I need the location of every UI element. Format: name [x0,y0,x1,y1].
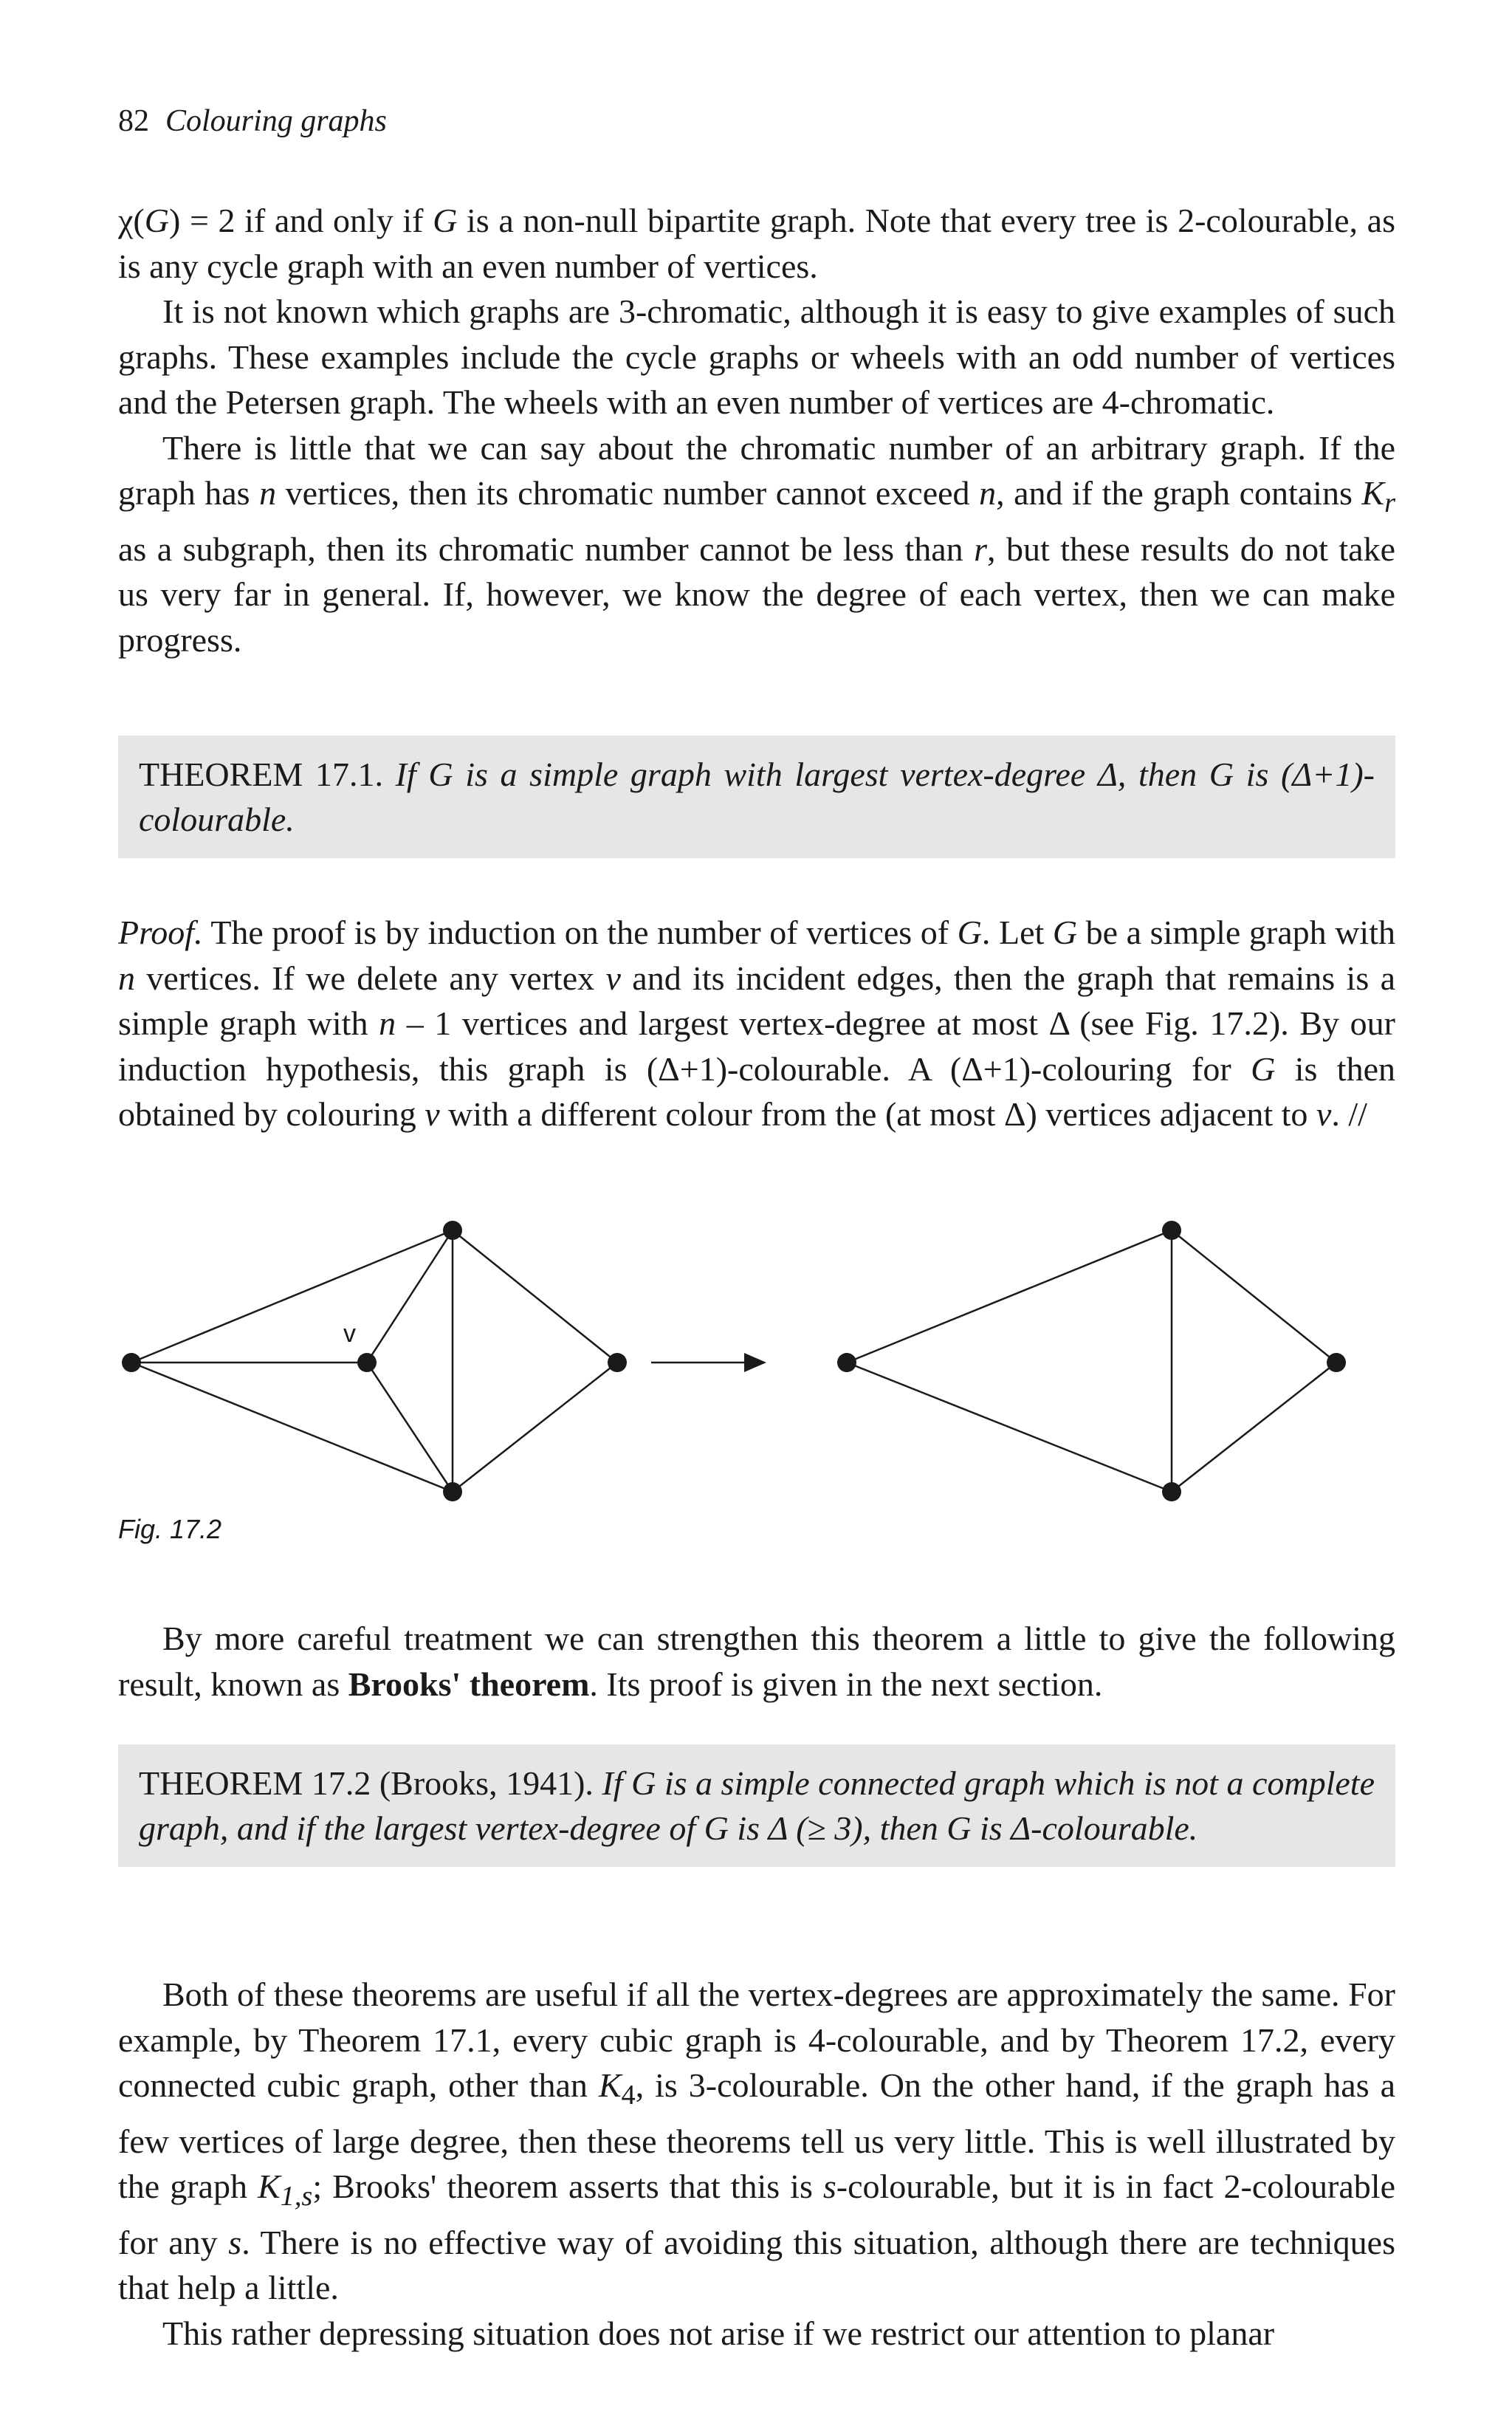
vertex [122,1353,141,1372]
paragraph-2: It is not known which graphs are 3-chromatic, although it is easy to give examples of such graphs. These examples include the cycle graphs or wheels with an odd number of vertices and the Petersen graph. The wheels with an even number of vertices are 4-chromatic. [118,292,1395,421]
figure-caption: Fig. 17.2 [118,1514,222,1544]
paragraph-3: There is little that we can say about the chromatic number of an arbitrary graph. If the graph has n vertices, then its chromatic number cannot exceed n, and if the graph contains $K_r$ as a subgraph, then its chromatic number cannot be less than r, but these results do not take us very far in general. If, however, we know the degree of each vertex, then we can make progress. [118,428,1395,659]
edge [453,1230,617,1363]
intro-text [118,198,1395,662]
edge [1172,1230,1336,1363]
vertex-v-label: v [343,1320,356,1348]
vertex [608,1353,627,1372]
vertex [443,1482,462,1501]
theorem-label: THEOREM 17.2 (Brooks, 1941). [139,1764,602,1802]
arrow [651,1353,766,1372]
transition-text [118,1616,1395,1707]
closing-text [118,1972,1395,2356]
theorem-statement: If G is a simple connected graph which is not a complete graph, and if the largest vertex-degree of G is Δ (≥ 3), then G is Δ-colourable. [139,1764,1375,1847]
edge [131,1230,453,1363]
vertex [1162,1482,1181,1501]
paragraph-6: This rather depressing situation does not arise if we restrict our attention to planar [162,2314,1275,2352]
page-number: 82 [118,104,149,138]
theorem-statement: If G is a simple graph with largest vertex-degree Δ, then G is (Δ+1)-colourable. [139,755,1375,838]
theorem-17-2 [118,1744,1395,1867]
right-graph-edges [847,1230,1336,1492]
proof-text [118,910,1395,1137]
theorem-17-1 [118,736,1395,858]
edge [453,1363,617,1492]
brooks-theorem-term: Brooks' theorem [348,1665,590,1703]
paragraph-5: Both of these theorems are useful if all the vertex-degrees are approximately the same. For example, by Theorem 17.1, every cubic graph is 4-colourable, and by Theorem 17.2, every connected cubic graph, other than $K_4$, is 3-colourable. On the other hand, if the graph has a few vertices of large degree, then these theorems tell us very little. This is well illustrated by the graph $K_{1,s}$; Brooks' theorem asserts that this is s-colourable, but it is in fact 2-colourable for any s. There is no effective way of avoiding this situation, although there are techniques that help a little. [118,1975,1396,2307]
vertex [1327,1353,1346,1372]
edge [131,1363,453,1492]
edge [1172,1363,1336,1492]
edge [367,1363,453,1492]
proof-label: Proof. [118,914,203,951]
edge [367,1230,453,1363]
proof-paragraph: Proof. The proof is by induction on the number of vertices of G. Let G be a simple graph with n vertices. If we delete any vertex v and its incident edges, then the graph that remains is a simple graph with n – 1 vertices and largest vertex-degree at most Δ (see Fig. 17.2). By our induction hypothesis, this graph is (Δ+1)-colourable. A (Δ+1)-colouring for G is then obtained by colouring v with a different colour from the (at most Δ) vertices adjacent to v. // [118,914,1396,1133]
arrow-head [744,1353,766,1372]
vertex [1162,1221,1181,1240]
vertex [837,1353,856,1372]
chapter-title: Colouring graphs [165,104,387,138]
running-head [118,103,387,139]
edge [847,1363,1172,1492]
paragraph-1: χ(G) = 2 if and only if G is a non-null bipartite graph. Note that every tree is 2-colourable, as is any cycle graph with an even number of vertices. [118,202,1395,285]
paragraph-4: By more careful treatment we can strengthen this theorem a little to give the following result, known as Brooks' theorem. Its proof is given in the next section. [118,1620,1395,1703]
theorem-label: THEOREM 17.1. [139,755,396,793]
vertex [443,1221,462,1240]
vertex-v [357,1353,377,1372]
figure-17-2 [118,1189,1395,1536]
edge [847,1230,1172,1363]
